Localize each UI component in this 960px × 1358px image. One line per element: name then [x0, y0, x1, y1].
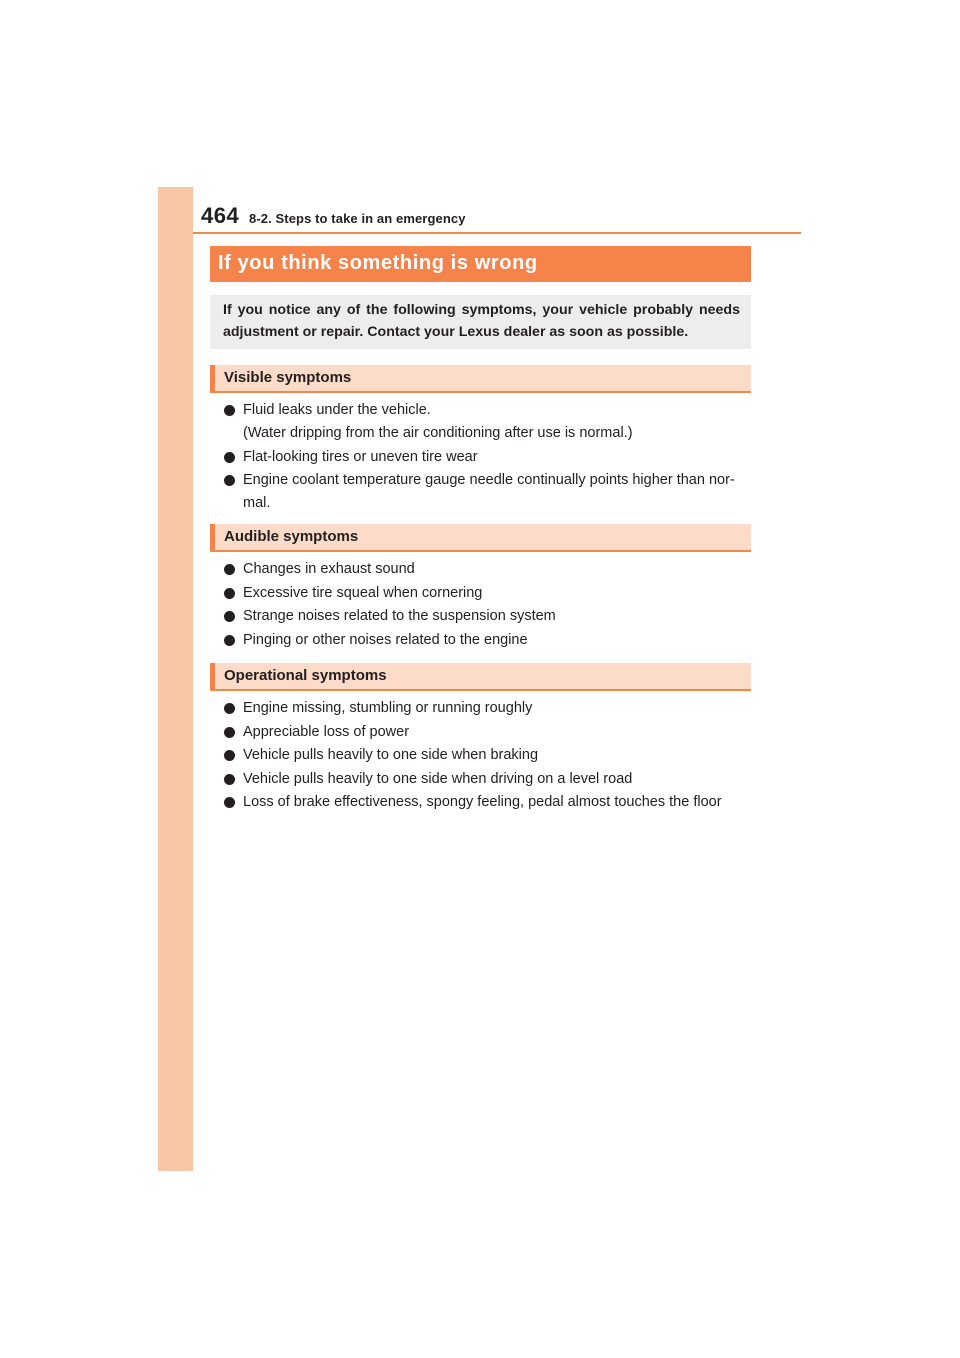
bullet-icon [224, 635, 235, 646]
audible-symptoms-heading: Audible symptoms [210, 524, 751, 552]
operational-symptoms-heading: Operational symptoms [210, 663, 751, 691]
intro-text: If you notice any of the following symptoms, your vehicle probably needs adjustment or repair. Contact your Lexus dealer as soon as possible. [210, 295, 751, 349]
list-item: Vehicle pulls heavily to one side when driving on a level road [224, 768, 751, 791]
bullet-icon [224, 588, 235, 599]
header-rule [193, 232, 801, 234]
side-tab-strip [158, 187, 193, 1171]
list-item: Engine missing, stumbling or running roughly [224, 697, 751, 720]
list-item: Vehicle pulls heavily to one side when braking [224, 744, 751, 767]
bullet-icon [224, 452, 235, 463]
audible-symptoms-list [224, 558, 751, 652]
list-item: Engine coolant temperature gauge needle continually points higher than nor- mal. [224, 469, 751, 515]
section-label: 8-2. Steps to take in an emergency [249, 211, 466, 226]
bullet-icon [224, 611, 235, 622]
bullet-icon [224, 475, 235, 486]
list-item: Flat-looking tires or uneven tire wear [224, 446, 751, 469]
bullet-icon [224, 564, 235, 575]
bullet-icon [224, 797, 235, 808]
list-item: Pinging or other noises related to the engine [224, 629, 751, 652]
list-item: Loss of brake effectiveness, spongy feeling, pedal almost touches the floor [224, 791, 751, 814]
bullet-icon [224, 727, 235, 738]
bullet-icon [224, 405, 235, 416]
list-item: Changes in exhaust sound [224, 558, 751, 581]
bullet-icon [224, 750, 235, 761]
page-title: If you think something is wrong [210, 246, 751, 282]
bullet-icon [224, 774, 235, 785]
operational-symptoms-list [224, 697, 751, 815]
bullet-icon [224, 703, 235, 714]
list-item: Appreciable loss of power [224, 721, 751, 744]
list-item: Excessive tire squeal when cornering [224, 582, 751, 605]
visible-symptoms-heading: Visible symptoms [210, 365, 751, 393]
list-item: Fluid leaks under the vehicle. (Water dripping from the air conditioning after use is normal.) [224, 399, 751, 445]
visible-symptoms-list [224, 399, 751, 516]
list-item: Strange noises related to the suspension system [224, 605, 751, 628]
page-number: 464 [201, 203, 240, 228]
